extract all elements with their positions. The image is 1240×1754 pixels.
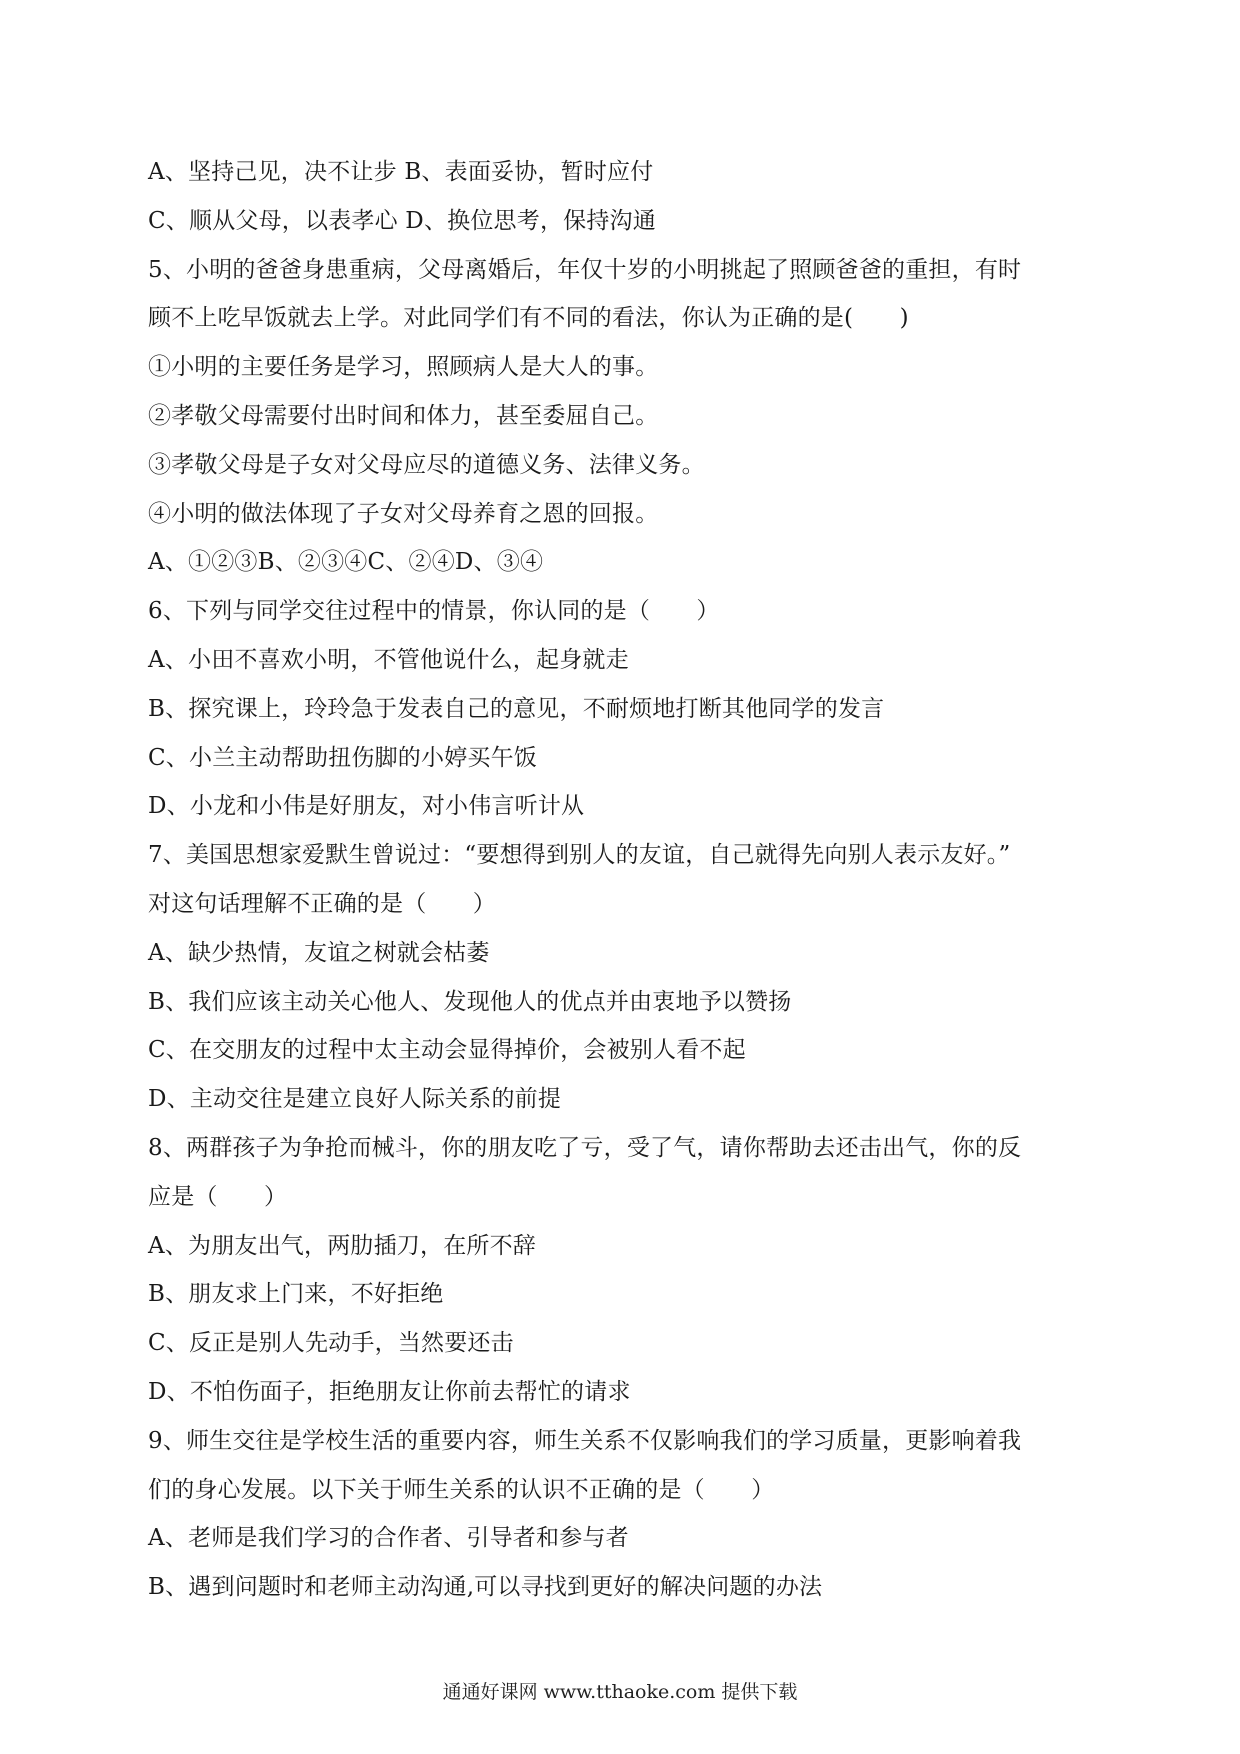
question-6-stem: 6、下列与同学交往过程中的情景，你认同的是（ ） [148,598,720,625]
text-line: B、我们应该主动关心他人、发现他人的优点并由衷地予以赞扬 [148,988,792,1015]
question-9-stem: 9、师生交往是学校生活的重要内容，师生关系不仅影响我们的学习质量，更影响着我 [148,1427,1022,1454]
text-line: ②孝敬父母需要付出时间和体力，甚至委屈自己。 [148,402,659,429]
page-footer: 通通好课网 www.tthaoke.com 提供下载 [442,1681,798,1703]
text-line: A、小田不喜欢小明，不管他说什么，起身就走 [148,646,629,673]
text-line: 们的身心发展。以下关于师生关系的认识不正确的是（ ） [148,1476,775,1503]
text-line: 应是（ ） [148,1183,288,1210]
question-5-stem: 5、小明的爸爸身患重病，父母离婚后，年仅十岁的小明挑起了照顾爸爸的重担，有时 [148,256,1022,283]
text-line: D、小龙和小伟是好朋友，对小伟言听计从 [148,793,585,820]
text-line: B、遇到问题时和老师主动沟通,可以寻找到更好的解决问题的办法 [148,1574,823,1601]
text-line: A、坚持己见，决不让步 B、表面妥协，暂时应付 [148,159,654,185]
text-line: D、主动交往是建立良好人际关系的前提 [148,1086,562,1113]
text-line: B、探究课上，玲玲急于发表自己的意见，不耐烦地打断其他同学的发言 [148,695,885,722]
text-line: B、朋友求上门来，不好拒绝 [148,1281,444,1308]
text-line: C、顺从父母，以表孝心 D、换位思考，保持沟通 [148,207,656,234]
text-line: C、在交朋友的过程中太主动会显得掉价，会被别人看不起 [148,1037,746,1064]
text-line: A、为朋友出气，两肋插刀，在所不辞 [148,1232,537,1259]
text-line: C、小兰主动帮助扭伤脚的小婷买午饭 [148,744,537,771]
text-line: D、不怕伤面子，拒绝朋友让你前去帮忙的请求 [148,1378,631,1405]
text-line: ③孝敬父母是子女对父母应尽的道德义务、法律义务。 [148,451,705,478]
question-7-stem: 7、美国思想家爱默生曾说过：“要想得到别人的友谊，自己就得先向别人表示友好。” [148,842,1011,869]
question-text [148,148,1108,1612]
text-line: A、①②③B、②③④C、②④D、③④ [148,549,544,576]
text-line: 对这句话理解不正确的是（ ） [148,890,496,917]
text-line: 顾不上吃早饭就去上学。对此同学们有不同的看法，你认为正确的是( ) [148,305,909,332]
question-8-stem: 8、两群孩子为争抢而械斗，你的朋友吃了亏，受了气，请你帮助去还击出气，你的反 [148,1134,1022,1161]
text-line: A、缺少热情，友谊之树就会枯萎 [148,939,490,966]
text-line: A、老师是我们学习的合作者、引导者和参与者 [148,1525,629,1552]
text-line: C、反正是别人先动手，当然要还击 [148,1330,514,1357]
text-line: ④小明的做法体现了子女对父母养育之恩的回报。 [148,500,659,527]
text-line: ①小明的主要任务是学习，照顾病人是大人的事。 [148,354,659,381]
